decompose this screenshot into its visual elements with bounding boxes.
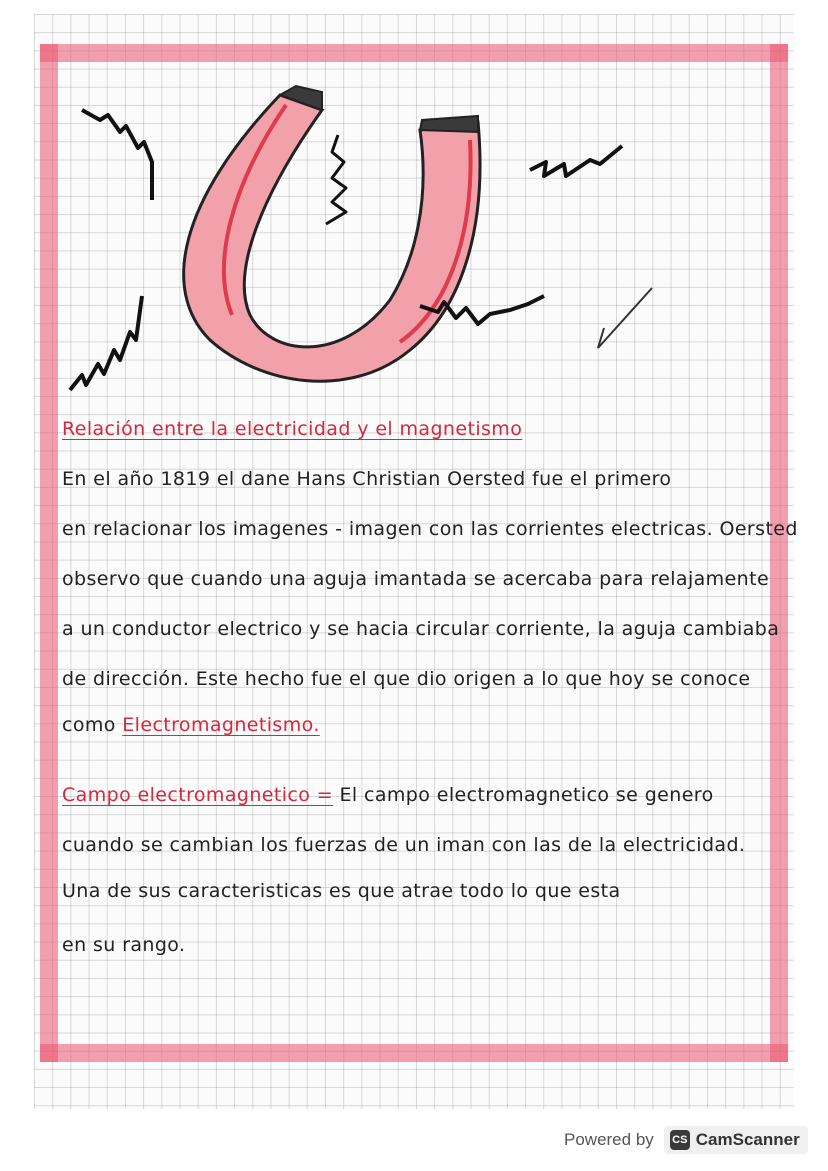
term-electromagnetismo: Electromagnetismo. [122,714,320,736]
zigzag-line [326,135,346,224]
zigzag-line [70,296,142,390]
page-border-top [40,44,788,62]
camscanner-name: CamScanner [695,1130,800,1149]
definition-text: El campo electromagnetico se genero [339,784,714,806]
paragraph-line [62,714,320,736]
zigzag-line [82,110,152,200]
term-campo-electromagnetico: Campo electromagnetico = [62,784,334,806]
section-heading: Relación entre la electricidad y el magnetismo [62,418,523,440]
paragraph-line: en su rango. [62,934,186,956]
powered-by-label: Powered by [564,1130,654,1149]
paragraph-line: En el año 1819 el dane Hans Christian Oersted fue el primero [62,468,672,490]
paragraph-line: observo que cuando una aguja imantada se acercaba para relajamente [62,568,770,590]
paragraph-line: a un conductor electrico y se hacia circular corriente, la aguja cambiaba [62,618,780,640]
page-border-bottom [40,1044,788,1062]
paragraph-line: cuando se cambian los fuerzas de un iman con las de la electricidad. [62,834,746,856]
camscanner-logo-icon: CS [670,1130,690,1150]
definition-line [62,784,714,806]
page-border-right [770,44,788,1062]
paragraph-line: en relacionar los imagenes - imagen con las corrientes electricas. Oersted [62,518,798,540]
check-mark [598,288,652,348]
camscanner-badge [664,1126,808,1154]
magnet-drawing [60,80,660,410]
paragraph-line: de dirección. Este hecho fue el que dio origen a lo que hoy se conoce [62,668,751,690]
paragraph-line: Una de sus caracteristicas es que atrae todo lo que esta [62,880,621,902]
zigzag-line [530,146,622,176]
paragraph-word: como [62,714,116,736]
magnet-tip-right [420,116,478,132]
camscanner-watermark [564,1122,816,1158]
page-border-left [40,44,58,1062]
